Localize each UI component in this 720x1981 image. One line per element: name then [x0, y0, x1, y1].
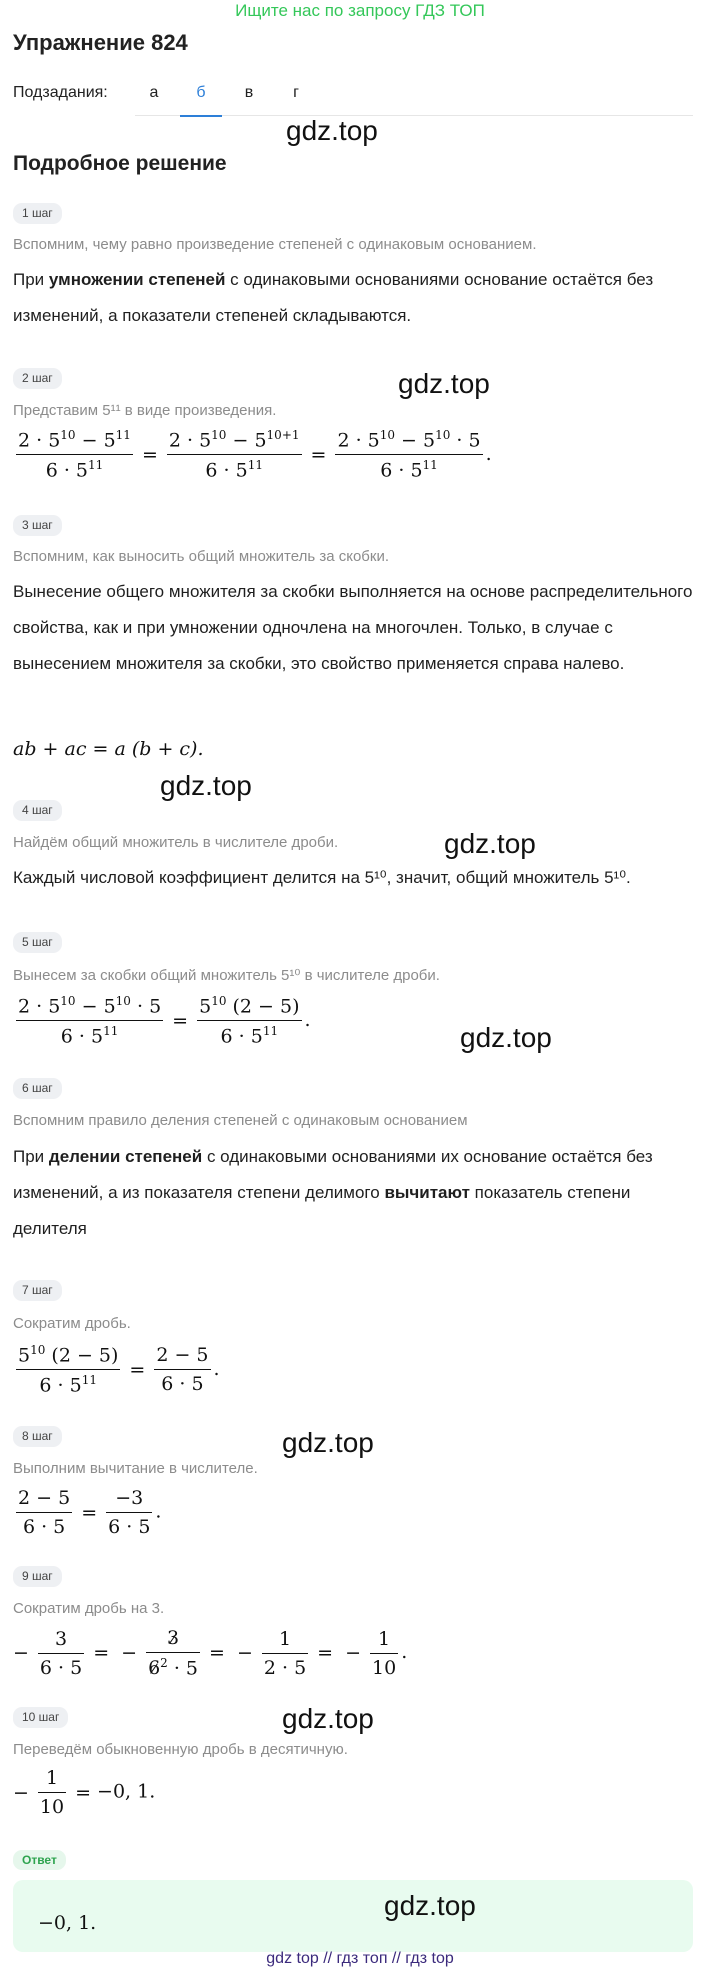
tab-a[interactable]: а	[149, 84, 159, 101]
step-badge: 1 шаг	[13, 203, 62, 224]
formula: − $\frac{1}{10}$ = −0, 1.	[13, 1767, 156, 1818]
watermark: gdz.top	[282, 1703, 374, 1734]
step-badge: 6 шаг	[13, 1078, 62, 1099]
watermark: gdz.top	[282, 1427, 374, 1458]
step-badge: 5 шаг	[13, 932, 62, 953]
step-text: При умножении степеней с одинаковыми основаниями основание остаётся без изменений, а показатели степеней складываются.	[13, 270, 654, 325]
step-hint: Переведём обыкновенную дробь в десятичную.	[13, 1741, 348, 1758]
subtasks-label: Подзадания:	[13, 84, 108, 101]
formula: $\frac{2 \cdot 5^{10} - 5^{11}}{6 \cdot 5^{11}}$ = $\frac{2 \cdot 5^{10} - 5^{10+1}}{6 \cdot 5^{11}}$ = $\frac{2 \cdot 5^{10} - 5^{10} \cdot 5}{6 \cdot 5^{11}}$ .	[18, 428, 492, 482]
step-hint: Сократим дробь на 3.	[13, 1600, 165, 1617]
step-badge: 7 шаг	[13, 1280, 62, 1301]
step-text: При делении степеней с одинаковыми основаниями их основание остаётся без изменений, а из показателя степени делимого вычитают показатель степени делителя	[13, 1147, 653, 1238]
section-title: Подробное решение	[13, 152, 227, 175]
top-banner: Ищите нас по запросу ГДЗ ТОП	[235, 1, 485, 20]
answer-badge: Ответ	[13, 1850, 66, 1870]
step-hint: Вспомним, как выносить общий множитель за скобки.	[13, 548, 389, 565]
step-hint: Вынесем за скобки общий множитель 5¹⁰ в числителе дроби.	[13, 967, 440, 984]
formula: $\frac{2 - 5}{6 \cdot 5}$ = $\frac{-3}{6 \cdot 5}$ .	[18, 1487, 162, 1538]
step-hint: Выполним вычитание в числителе.	[13, 1460, 258, 1477]
footer-links[interactable]: gdz top // гдз топ // гдз top	[266, 1950, 454, 1967]
watermark: gdz.top	[460, 1022, 552, 1053]
formula: $\frac{5^{10} (2 - 5)}{6 \cdot 5^{11}}$ = $\frac{2 - 5}{6 \cdot 5}$ .	[18, 1343, 220, 1397]
step-hint: Найдём общий множитель в числителе дроби.	[13, 834, 339, 851]
step-text: Каждый числовой коэффициент делится на 5¹⁰, значит, общий множитель 5¹⁰.	[13, 868, 631, 887]
step-badge: 9 шаг	[13, 1566, 62, 1587]
step-badge: 8 шаг	[13, 1426, 62, 1447]
answer-value: −0, 1.	[38, 1912, 97, 1934]
formula: − $\frac{3}{6 \cdot 5}$ = − $\frac{3}{6^2 \cdot 5}$ = − $\frac{1}{2 \cdot 5}$ = − $\frac{1}{10}$ .	[13, 1627, 408, 1680]
step-badge: 2 шаг	[13, 368, 62, 389]
step-text: Вынесение общего множителя за скобки выполняется на основе распределительного свойства, как и при умножении одночлена на многочлен. Только, в случае с вынесением множителя за скобки, это свойство применяется справа налево.	[13, 582, 693, 673]
step-hint: Сократим дробь.	[13, 1315, 131, 1332]
step-badge: 10 шаг	[13, 1707, 68, 1728]
answer-box	[13, 1880, 693, 1952]
page-title: Упражнение 824	[13, 30, 188, 55]
step-badge: 4 шаг	[13, 800, 62, 821]
watermark: gdz.top	[444, 828, 536, 859]
watermark: gdz.top	[384, 1890, 476, 1921]
tab-b[interactable]: б	[180, 84, 222, 117]
formula: ab + ac = a (b + c).	[13, 738, 204, 760]
tab-v[interactable]: в	[244, 84, 254, 101]
step-hint: Вспомним правило деления степеней с одинаковым основанием	[13, 1112, 468, 1129]
formula: $\frac{2 \cdot 5^{10} - 5^{10} \cdot 5}{6 \cdot 5^{11}}$ = $\frac{5^{10} (2 - 5)}{6 \cdot 5^{11}}$ .	[18, 994, 311, 1048]
watermark: gdz.top	[286, 115, 378, 146]
watermark: gdz.top	[160, 770, 252, 801]
step-badge: 3 шаг	[13, 515, 62, 536]
step-hint: Представим 5¹¹ в виде произведения.	[13, 402, 277, 419]
watermark: gdz.top	[398, 368, 490, 399]
subtasks-bar	[13, 84, 693, 116]
step-hint: Вспомним, чему равно произведение степеней с одинаковым основанием.	[13, 236, 537, 253]
tab-g[interactable]: г	[293, 84, 299, 101]
